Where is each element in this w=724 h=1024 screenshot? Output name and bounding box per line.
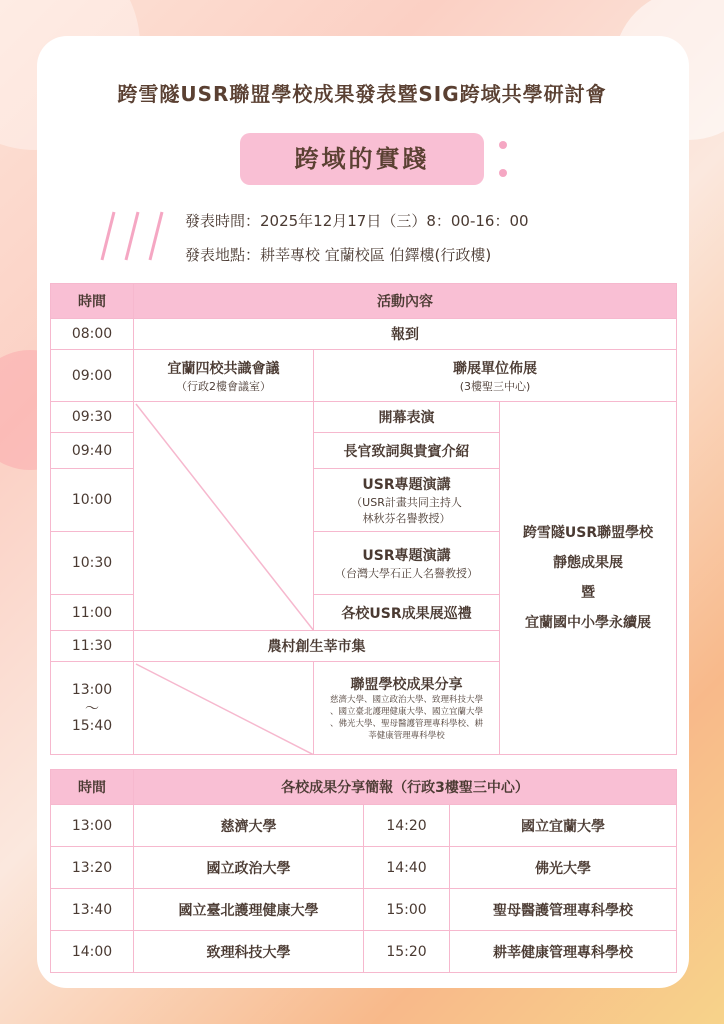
- header-time: 時間: [51, 284, 134, 319]
- time-cell: 08:00: [51, 319, 134, 350]
- time-cell: 15:20: [364, 931, 450, 973]
- alliance-list: 、國立臺北護理健康大學、國立宜蘭大學: [329, 707, 483, 717]
- diagonal-line: [134, 662, 314, 755]
- time-cell: 13:00: [51, 805, 134, 847]
- school-cell: 佛光大學: [450, 847, 677, 889]
- decorative-dot: [499, 169, 507, 177]
- alliance-title: 聯盟學校成果分享: [350, 677, 463, 693]
- page-title: 跨雪隧USR聯盟學校成果發表暨SIG跨域共學研討會: [117, 82, 607, 106]
- empty-diagonal-cell: [134, 662, 314, 755]
- exhibit-setup: [314, 350, 677, 402]
- time-cell: 10:30: [51, 532, 134, 595]
- keynote-speaker: （台灣大學石正人名譽教授）: [335, 567, 478, 580]
- time-cell: 14:00: [51, 931, 134, 973]
- time-start: 13:00: [71, 682, 113, 698]
- alliance-list: 慈濟大學、國立政治大學、致理科技大學: [329, 695, 483, 705]
- reports-table: [50, 769, 677, 973]
- time-cell: 15:00: [364, 889, 450, 931]
- diagonal-line: [134, 402, 314, 631]
- school-cell: 慈濟大學: [134, 805, 364, 847]
- registration: 報到: [134, 319, 677, 350]
- keynote-title: USR專題演講: [362, 477, 451, 493]
- keynote-1: [314, 469, 500, 532]
- exhibition-tour: 各校USR成果展巡禮: [314, 595, 500, 631]
- schedule-table: [50, 283, 677, 755]
- time-cell: 10:00: [51, 469, 134, 532]
- keynote-2: [314, 532, 500, 595]
- exhibit-location: (3樓聖三中心): [459, 379, 531, 393]
- event-time: 發表時間：2025年12月17日（三）8：00-16：00: [185, 212, 529, 230]
- school-cell: 耕莘健康管理專科學校: [450, 931, 677, 973]
- school-cell: 國立臺北護理健康大學: [134, 889, 364, 931]
- decorative-slashes: [100, 208, 170, 264]
- school-cell: 致理科技大學: [134, 931, 364, 973]
- alliance-list: 莘健康管理專科學校: [368, 731, 445, 741]
- farmers-market: 農村創生莘市集: [134, 631, 500, 662]
- consensus-title: 宜蘭四校共識會議: [167, 360, 280, 377]
- time-cell: 14:40: [364, 847, 450, 889]
- decorative-dot: [499, 141, 507, 149]
- keynote-speaker: 林秋芬名譽教授）: [362, 512, 451, 525]
- alliance-list: 、佛光大學、聖母醫護管理專科學校、耕: [329, 719, 483, 729]
- time-end: 15:40: [71, 718, 113, 734]
- school-cell: 國立政治大學: [134, 847, 364, 889]
- empty-diagonal-cell: [134, 402, 314, 631]
- header-time: 時間: [51, 770, 134, 805]
- opening-performance: 開幕表演: [314, 402, 500, 433]
- time-cell: 09:40: [51, 433, 134, 469]
- static-line: 暨: [581, 585, 595, 601]
- page-subtitle: 跨域的實踐: [240, 133, 484, 185]
- keynote-speaker: （USR計畫共同主持人: [351, 496, 462, 509]
- header-reports: 各校成果分享簡報（行政3樓聖三中心）: [134, 770, 677, 805]
- time-cell: 11:00: [51, 595, 134, 631]
- header-content: 活動內容: [134, 284, 677, 319]
- time-cell: 14:20: [364, 805, 450, 847]
- static-exhibition: [500, 402, 677, 755]
- keynote-title: USR專題演講: [362, 548, 451, 564]
- consensus-location: （行政2樓會議室）: [176, 379, 271, 393]
- alliance-sharing: [314, 662, 500, 755]
- consensus-meeting: [134, 350, 314, 402]
- time-cell: 13:40: [51, 889, 134, 931]
- school-cell: 聖母醫護管理專科學校: [450, 889, 677, 931]
- welcome-speech: 長官致詞與貴賓介紹: [314, 433, 500, 469]
- static-line: 宜蘭國中小學永續展: [525, 615, 651, 631]
- school-cell: 國立宜蘭大學: [450, 805, 677, 847]
- time-cell: [51, 662, 134, 755]
- time-cell: 13:20: [51, 847, 134, 889]
- time-cell: 09:00: [51, 350, 134, 402]
- static-line: 跨雪隧USR聯盟學校: [522, 525, 654, 541]
- time-cell: 09:30: [51, 402, 134, 433]
- event-location: 發表地點：耕莘專校 宜蘭校區 伯鐸樓(行政樓): [185, 246, 492, 264]
- time-range-tilde: ～: [85, 701, 99, 717]
- time-cell: 11:30: [51, 631, 134, 662]
- static-line: 靜態成果展: [553, 555, 623, 571]
- exhibit-title: 聯展單位佈展: [453, 360, 537, 377]
